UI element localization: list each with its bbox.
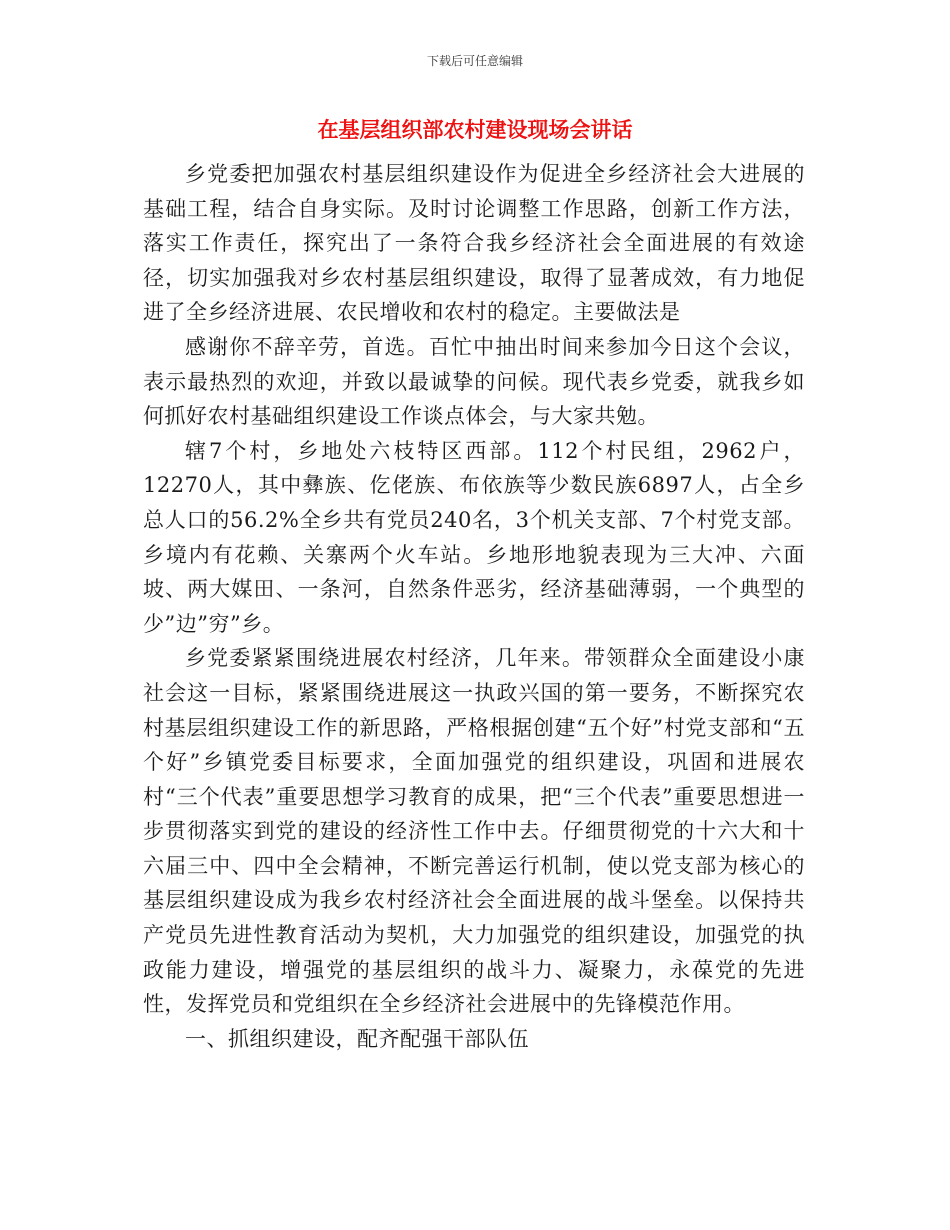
paragraph-strategy: 乡党委紧紧围绕进展农村经济，几年来。带领群众全面建设小康社会这一目标，紧紧围绕进展这一执政兴国的第一要务，不断探究农村基层组织建设工作的新思路，严格根据创建“五个好”村党支部和“五个好”乡镇党委目标要求，全面加强党的组织建设，巩固和进展农村“三个代表”重要思想学习教育的成果，把“三个代表”重要思想进一步贯彻落实到党的建设的经济性工作中去。仔细贯彻党的十六大和十六届三中、四中全会精神，不断完善运行机制，使以党支部为核心的基层组织建设成为我乡农村经济社会全面进展的战斗堡垒。以保持共产党员先进性教育活动为契机，大力加强党的组织建设，加强党的执政能力建设，增强党的基层组织的战斗力、凝聚力，永葆党的先进性，发挥党员和党组织在全乡经济社会进展中的先锋模范作用。 [143, 646, 805, 1017]
paragraph-intro: 乡党委把加强农村基层组织建设作为促进全乡经济社会大进展的基础工程，结合自身实际。及时讨论调整工作思路，创新工作方法，落实工作责任，探究出了一条符合我乡经济社会全面进展的有效途径，切实加强我对乡农村基层组织建设，取得了显著成效，有力地促进了全乡经济进展、农民增收和农村的稳定。主要做法是 [143, 162, 805, 325]
section-heading-1: 一、抓组织建设，配齐配强干部队伍 [185, 1026, 529, 1051]
page-header-note: 下载后可任意编辑 [426, 54, 523, 68]
paragraph-thanks: 感谢你不辞辛劳，首选。百忙中抽出时间来参加今日这个会议，表示最热烈的欢迎，并致以最诚挚的问候。现代表乡党委，就我乡如何抓好农村基础组织建设工作谈点体会，与大家共勉。 [143, 334, 805, 429]
paragraph-overview: 辖7个村，乡地处六枝特区西部。112个村民组，2962户，12270人，其中彝族、仡佬族、布依族等少数民族6897人，占全乡总人口的56.2%全乡共有党员240名，3个机关支部、7个村党支部。乡境内有花赖、关寨两个火车站。乡地形地貌表现为三大冲、六面坡、两大媒田、一条河，自然条件恶劣，经济基础薄弱，一个典型的少”边”穷”乡。 [143, 438, 805, 636]
document-body [143, 157, 805, 1056]
document-title: 在基层组织部农村建设现场会讲话 [317, 117, 633, 142]
